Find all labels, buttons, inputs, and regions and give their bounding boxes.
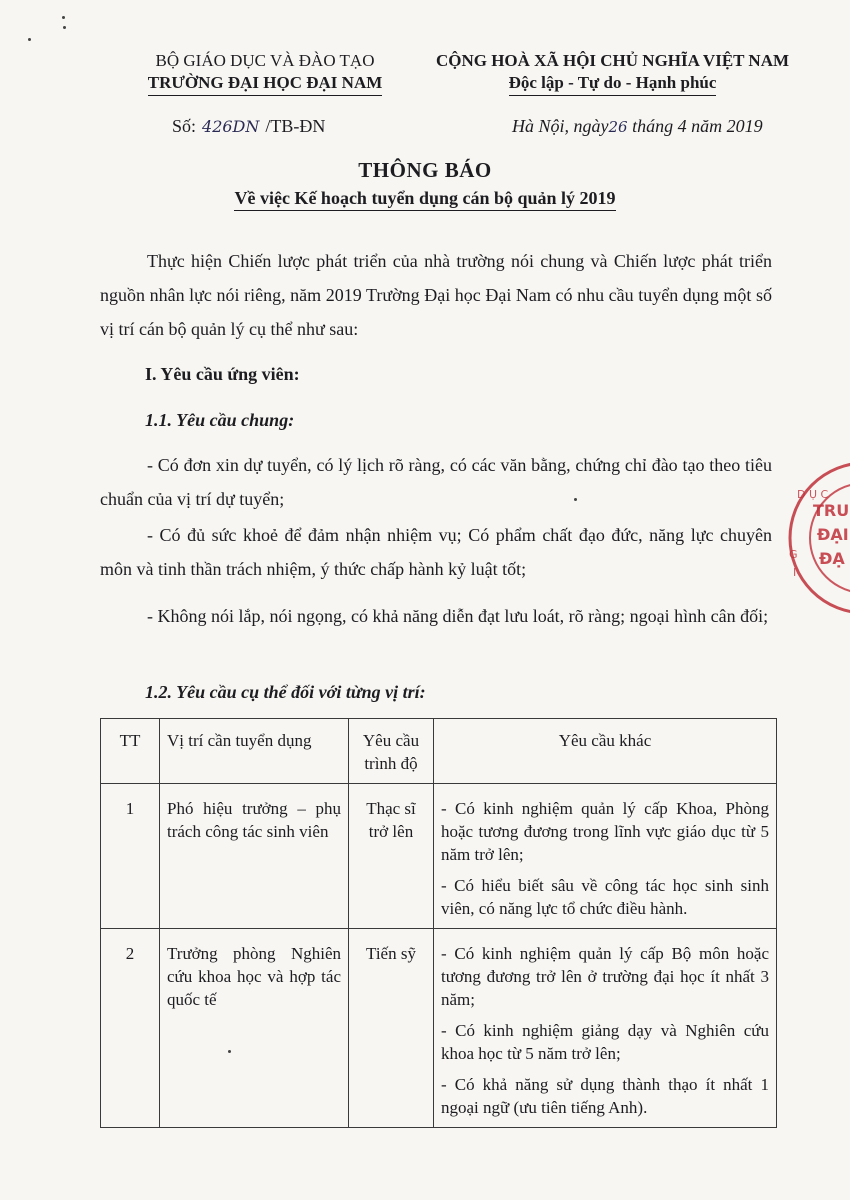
scan-speck <box>28 38 31 41</box>
row-level: Thạc sĩ trở lên <box>349 784 434 929</box>
intro-paragraph: Thực hiện Chiến lược phát triển của nhà trường nói chung và Chiến lược phát triển nguồn nhân lực nói riêng, năm 2019 Trường Đại học Đại Nam có nhu cầu tuyển dụng một số vị trí cán bộ quản lý cụ thể như sau: <box>100 251 772 339</box>
header-other: Yêu cầu khác <box>434 719 777 784</box>
table-row <box>101 929 777 1128</box>
general-requirement-3: - Không nói lắp, nói ngọng, có khả năng diễn đạt lưu loát, rõ ràng; ngoại hình cân đối; <box>147 606 769 626</box>
requirements-table <box>100 718 777 1128</box>
svg-text:TRU: TRU <box>813 501 850 520</box>
svg-text:I: I <box>793 566 797 579</box>
row-number: 1 <box>101 784 160 929</box>
subsection-general: 1.1. Yêu cầu chung: <box>145 410 295 430</box>
row-other-requirements <box>434 929 777 1128</box>
ministry-name: BỘ GIÁO DỤC VÀ ĐÀO TẠO <box>155 51 375 70</box>
document-number: Số: 426DN /TB-ĐN <box>172 116 326 136</box>
issuer-header <box>120 50 410 96</box>
subsection-specific: 1.2. Yêu cầu cụ thể đối với từng vị trí: <box>145 682 426 702</box>
svg-text:ĐẠ: ĐẠ <box>819 549 845 568</box>
svg-text:ĐẠI: ĐẠI <box>817 525 849 544</box>
header-position: Vị trí cần tuyển dụng <box>160 719 349 784</box>
motto: Độc lập - Tự do - Hạnh phúc <box>420 72 805 96</box>
general-requirement-1: - Có đơn xin dự tuyển, có lý lịch rõ ràng, có các văn bằng, chứng chỉ đào tạo theo tiêu chuẩn của vị trí dự tuyển; <box>100 455 772 509</box>
svg-text:G: G <box>789 548 798 561</box>
table-header-row <box>101 719 777 784</box>
scan-speck <box>62 16 65 19</box>
scan-speck <box>63 26 66 29</box>
header-level: Yêu cầu trình độ <box>349 719 434 784</box>
table-row <box>101 784 777 929</box>
national-header <box>420 50 805 96</box>
header-tt: TT <box>101 719 160 784</box>
requirement-item: - Có kinh nghiệm giảng dạy và Nghiên cứu khoa học từ 5 năm trở lên; <box>441 1021 769 1063</box>
document-title: THÔNG BÁO <box>358 158 492 182</box>
requirement-item: - Có kinh nghiệm quản lý cấp Khoa, Phòng hoặc tương đương trong lĩnh vực giáo dục từ 5 năm trở lên; <box>441 799 769 864</box>
requirement-item: - Có khả năng sử dụng thành thạo ít nhất 1 ngoại ngữ (ưu tiên tiếng Anh). <box>441 1075 769 1117</box>
requirement-item: - Có kinh nghiệm quản lý cấp Bộ môn hoặc tương đương trở lên ở trường đại học ít nhất 3 năm; <box>441 944 769 1009</box>
document-date: Hà Nội, ngày26 tháng 4 năm 2019 <box>512 116 763 136</box>
official-seal-stamp <box>775 458 850 638</box>
university-name: TRƯỜNG ĐẠI HỌC ĐẠI NAM <box>120 72 410 96</box>
document-subtitle: Về việc Kế hoạch tuyển dụng cán bộ quản lý 2019 <box>0 188 850 211</box>
handwritten-day: 26 <box>608 118 628 136</box>
row-position: Phó hiệu trưởng – phụ trách công tác sinh viên <box>160 784 349 929</box>
general-requirement-2: - Có đủ sức khoẻ để đảm nhận nhiệm vụ; Có phẩm chất đạo đức, năng lực chuyên môn và tinh thần trách nhiệm, ý thức chấp hành kỷ luật tốt; <box>100 525 772 579</box>
row-level: Tiến sỹ <box>349 929 434 1128</box>
section-heading: I. Yêu cầu ứng viên: <box>145 364 300 384</box>
republic-name: CỘNG HOÀ XÃ HỘI CHỦ NGHĨA VIỆT NAM <box>435 51 790 70</box>
scan-speck <box>228 1050 231 1053</box>
row-position: Trưởng phòng Nghiên cứu khoa học và hợp tác quốc tế <box>160 929 349 1128</box>
svg-text:D Ụ C: D Ụ C <box>797 488 829 501</box>
scan-speck <box>574 498 577 501</box>
row-number: 2 <box>101 929 160 1128</box>
handwritten-number: 426DN <box>202 117 260 136</box>
row-other-requirements <box>434 784 777 929</box>
requirement-item: - Có hiểu biết sâu về công tác học sinh sinh viên, có năng lực tổ chức điều hành. <box>441 876 769 918</box>
